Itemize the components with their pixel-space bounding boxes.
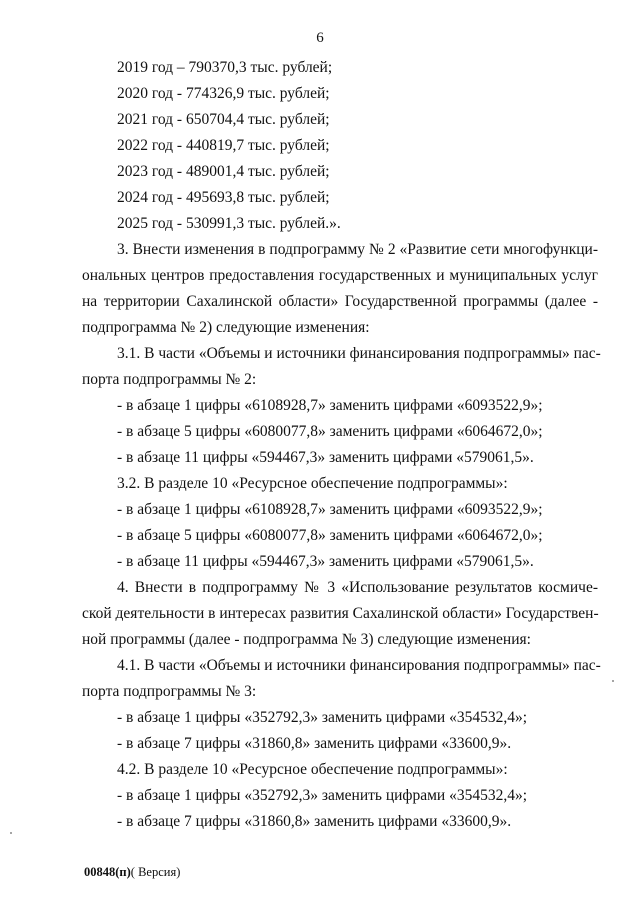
section-4-2-heading: 4.2. В разделе 10 «Ресурсное обеспечение подпрограммы»: (117, 761, 508, 778)
paragraph-3-line-3: на территории Сахалинской области» Государственной программы (далее - (82, 293, 598, 310)
scan-speck (612, 680, 614, 682)
amendment-item: - в абзаце 1 цифры «6108928,7» заменить цифрами «6093522,9»; (117, 397, 543, 414)
section-3-2-heading: 3.2. В разделе 10 «Ресурсное обеспечение подпрограммы»: (117, 475, 508, 492)
section-4-1-line-2: порта подпрограммы № 3: (82, 683, 257, 700)
amendment-item: - в абзаце 1 цифры «352792,3» заменить цифрами «354532,4»; (117, 787, 528, 804)
paragraph-4-line-3: ной программы (далее - подпрограмма № 3) следующие изменения: (82, 631, 531, 648)
amendment-item: - в абзаце 1 цифры «352792,3» заменить цифрами «354532,4»; (117, 709, 528, 726)
amendment-item: - в абзаце 11 цифры «594467,3» заменить цифрами «579061,5». (117, 553, 534, 570)
document-version: ( Версия) (130, 865, 181, 879)
page-number: 6 (316, 30, 324, 46)
document-footer (84, 865, 180, 880)
amendment-item: - в абзаце 1 цифры «6108928,7» заменить цифрами «6093522,9»; (117, 501, 543, 518)
document-code: 00848(п) (84, 865, 131, 879)
budget-line-2020: 2020 год - 774326,9 тыс. рублей; (117, 85, 330, 102)
budget-line-2024: 2024 год - 495693,8 тыс. рублей; (117, 189, 330, 206)
amendment-item: - в абзаце 5 цифры «6080077,8» заменить цифрами «6064672,0»; (117, 423, 543, 440)
amendment-item: - в абзаце 5 цифры «6080077,8» заменить цифрами «6064672,0»; (117, 527, 543, 544)
document-body (0, 55, 640, 835)
paragraph-4-line-1: 4. Внести в подпрограмму № 3 «Использование результатов космиче- (117, 579, 598, 596)
budget-line-2021: 2021 год - 650704,4 тыс. рублей; (117, 111, 330, 128)
amendment-item: - в абзаце 7 цифры «31860,8» заменить цифрами «33600,9». (117, 813, 512, 830)
scan-speck (10, 832, 12, 834)
budget-line-2023: 2023 год - 489001,4 тыс. рублей; (117, 163, 330, 180)
amendment-item: - в абзаце 7 цифры «31860,8» заменить цифрами «33600,9». (117, 735, 512, 752)
section-3-1-line-1: 3.1. В части «Объемы и источники финансирования подпрограммы» пас- (117, 345, 601, 362)
budget-line-2022: 2022 год - 440819,7 тыс. рублей; (117, 137, 330, 154)
budget-line-2019: 2019 год – 790370,3 тыс. рублей; (117, 59, 333, 76)
section-3-1-line-2: порта подпрограммы № 2: (82, 371, 257, 388)
paragraph-4-line-2: ской деятельности в интересах развития Сахалинской области» Государствен- (82, 605, 599, 622)
section-4-1-line-1: 4.1. В части «Объемы и источники финансирования подпрограммы» пас- (117, 657, 601, 674)
amendment-item: - в абзаце 11 цифры «594467,3» заменить цифрами «579061,5». (117, 449, 534, 466)
paragraph-3-line-1: 3. Внести изменения в подпрограмму № 2 «Развитие сети многофункци- (117, 241, 598, 258)
budget-line-2025: 2025 год - 530991,3 тыс. рублей.». (117, 215, 341, 232)
paragraph-3-line-2: ональных центров предоставления государственных и муниципальных услуг (82, 267, 598, 284)
paragraph-3-line-4: подпрограмма № 2) следующие изменения: (82, 319, 370, 336)
